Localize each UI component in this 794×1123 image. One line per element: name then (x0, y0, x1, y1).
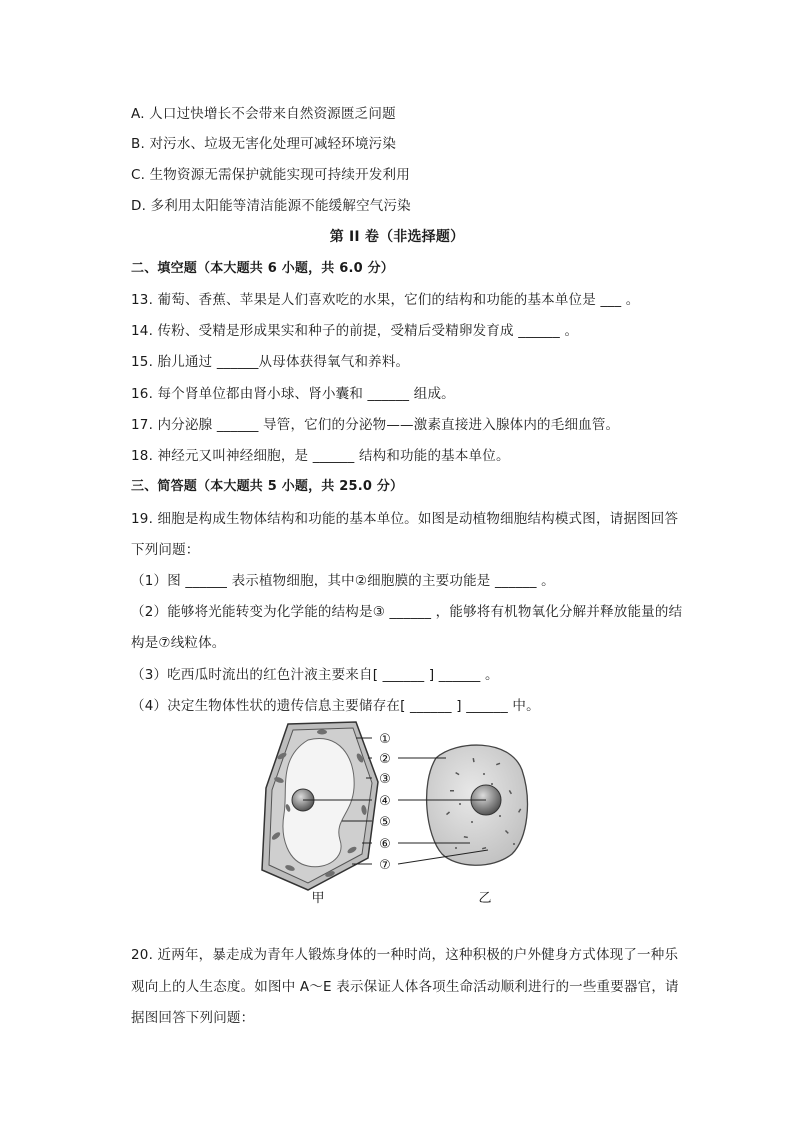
question-19-sub-1: （1）图 ______ 表示植物细胞，其中②细胞膜的主要功能是 ______ 。 (131, 573, 555, 589)
question-13: 13. 葡萄、香蕉、苹果是人们喜欢吃的水果，它们的结构和功能的基本单位是 ___ 。 (131, 292, 640, 308)
question-19-sub-3: （3）吃西瓜时流出的红色汁液主要来自[ ______ ] ______ 。 (131, 667, 499, 683)
question-20-line-2: 观向上的人生态度。如图中 A～E 表示保证人体各项生命活动顺利进行的一些重要器官，请 (131, 979, 679, 995)
question-20-line-1: 20. 近两年，暴走成为青年人锻炼身体的一种时尚，这种积极的户外健身方式体现了一种乐 (131, 947, 679, 963)
label-5: ⑤ (379, 815, 391, 830)
label-3: ③ (379, 772, 391, 787)
label-1: ① (379, 732, 391, 747)
plant-caption: 甲 (311, 891, 325, 906)
label-4: ④ (379, 794, 391, 809)
question-17: 17. 内分泌腺 ______ 导管，它们的分泌物——激素直接进入腺体内的毛细血管。 (131, 417, 620, 433)
fill-section-heading: 二、填空题（本大题共 6 小题，共 6.0 分） (131, 261, 394, 276)
short-section-heading: 三、简答题（本大题共 5 小题，共 25.0 分） (131, 479, 404, 494)
question-16: 16. 每个肾单位都由肾小球、肾小囊和 ______ 组成。 (131, 386, 455, 402)
animal-cell (427, 745, 528, 865)
cell-diagram (260, 718, 530, 908)
question-20-line-3: 据图回答下列问题： (131, 1010, 255, 1026)
question-19-sub-4: （4）决定生物体性状的遗传信息主要储存在[ ______ ] ______ 中。 (131, 698, 540, 714)
plant-cell (262, 722, 378, 890)
option-d: D. 多利用太阳能等清洁能源不能缓解空气污染 (131, 198, 411, 214)
part-title: 第 II 卷（非选择题） (329, 229, 465, 245)
question-19-stem-1: 19. 细胞是构成生物体结构和功能的基本单位。如图是动植物细胞结构模式图，请据图回答 (131, 511, 679, 527)
question-15: 15. 胎儿通过 ______从母体获得氧气和养料。 (131, 354, 410, 370)
label-2: ② (379, 752, 391, 767)
label-7: ⑦ (379, 858, 391, 873)
label-6: ⑥ (379, 837, 391, 852)
question-19-stem-2: 下列问题： (131, 542, 200, 558)
question-19-sub-2b: 构是⑦线粒体。 (131, 635, 226, 651)
question-14: 14. 传粉、受精是形成果实和种子的前提，受精后受精卵发育成 ______ 。 (131, 323, 579, 339)
option-a: A. 人口过快增长不会带来自然资源匮乏问题 (131, 106, 396, 122)
option-b: B. 对污水、垃圾无害化处理可减轻环境污染 (131, 136, 397, 152)
option-c: C. 生物资源无需保护就能实现可持续开发利用 (131, 167, 410, 183)
animal-caption: 乙 (478, 891, 492, 906)
question-18: 18. 神经元又叫神经细胞，是 ______ 结构和功能的基本单位。 (131, 448, 510, 464)
question-19-sub-2a: （2）能够将光能转变为化学能的结构是③ ______ ，能够将有机物氧化分解并释放能量的结 (131, 604, 683, 620)
